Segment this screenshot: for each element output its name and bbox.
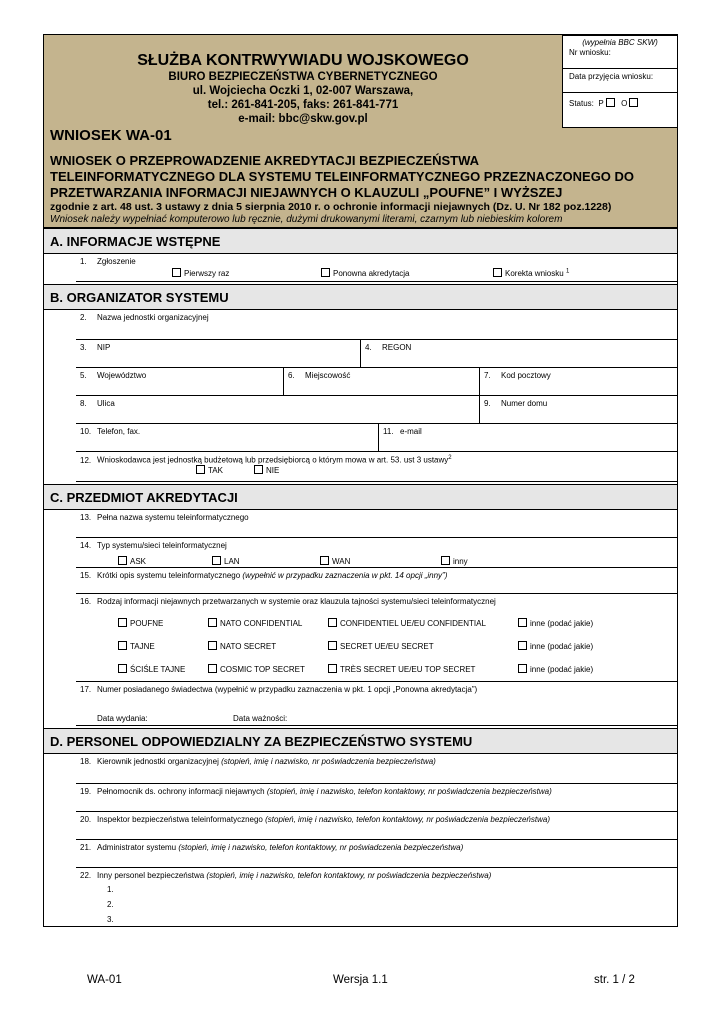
option-other-1[interactable]: inne (podać jakie) bbox=[518, 618, 593, 628]
option-other-3[interactable]: inne (podać jakie) bbox=[518, 664, 593, 674]
option-nato-confidential[interactable]: NATO CONFIDENTIAL bbox=[208, 618, 302, 628]
field-1-submission: 1. Zgłoszenie Pierwszy raz Ponowna akredytacja Korekta wniosku $^1$ bbox=[76, 254, 678, 282]
address: ul. Wojciecha Oczki 1, 02-007 Warszawa, bbox=[192, 85, 414, 97]
field-9-house-number[interactable]: 9. Numer domu bbox=[480, 396, 678, 424]
email: e-mail: bbc@skw.gov.pl bbox=[238, 113, 368, 125]
field-15-system-description[interactable]: 15. Krótki opis systemu teleinformatycznego (wypełnić w przypadku zaznaczenia w pkt. 14 opcji „inny”) bbox=[76, 568, 678, 594]
section-a-title: A. INFORMACJE WSTĘPNE bbox=[43, 228, 678, 254]
footer-page-number: str. 1 / 2 bbox=[594, 974, 635, 986]
field-6-city[interactable]: 6. Miejscowość bbox=[284, 368, 480, 396]
option-wan[interactable]: WAN bbox=[320, 556, 350, 566]
instructions: Wniosek należy wypełniać komputerowo lub ręcznie, dużymi drukowanymi literami, czarnym lub niebieskim kolorem bbox=[50, 214, 563, 225]
poufne-checkbox[interactable] bbox=[118, 618, 127, 627]
field-19-security-plenipotentiary[interactable]: 19. Pełnomocnik ds. ochrony informacji niejawnych (stopień, imię i nazwisko, telefon kontaktowy, nr poświadczenia bezpieczeństwa) bbox=[76, 784, 678, 812]
field-16-classification: 16. Rodzaj informacji niejawnych przetwarzanych w systemie oraz klauzula tajności systemu/sieci teleinformatycznej POUFNE NATO CONFIDENTIAL CONFIDENTIEL UE/EU CONFIDENTIAL inne (podać jakie) TAJNE NATO SECRET SECRET UE/EU SECRET inne (podać jakie) ŚCIŚLE TAJNE COSMIC TOP SECRET TRÈS SECRET UE/EU TOP SECRET inne (podać jakie) bbox=[76, 594, 678, 682]
wan-checkbox[interactable] bbox=[320, 556, 329, 565]
status-row bbox=[563, 98, 677, 108]
correction-checkbox[interactable] bbox=[493, 268, 502, 277]
org-name: SŁUŻBA KONTRWYWIADU WOJSKOWEGO bbox=[137, 52, 469, 69]
section-b-title: B. ORGANIZATOR SYSTEMU bbox=[43, 284, 678, 310]
no-checkbox[interactable] bbox=[254, 465, 263, 474]
status-label: Status: bbox=[569, 99, 594, 108]
option-ask[interactable]: ASK bbox=[118, 556, 146, 566]
validity-date-label: Data ważności: bbox=[233, 714, 288, 723]
re-accreditation-checkbox[interactable] bbox=[321, 268, 330, 277]
legal-basis: zgodnie z art. 48 ust. 3 ustawy z dnia 5 sierpnia 2010 r. o ochronie informacji niejawnych (Dz. U. Nr 182 poz.1228) bbox=[50, 201, 612, 213]
field-12-budget-unit: 12. Wnioskodawca jest jednostką budżetową lub przedsiębiorcą o którym mowa w art. 53. ust 3 ustawy$^2$ TAK NIE bbox=[76, 452, 678, 482]
phone: tel.: 261-841-205, faks: 261-841-771 bbox=[207, 99, 399, 111]
staff-item-2: 2. bbox=[107, 900, 114, 909]
eu-top-secret-checkbox[interactable] bbox=[328, 664, 337, 673]
office-use-box bbox=[562, 35, 678, 128]
bureau-name: BIURO BEZPIECZEŃSTWA CYBERNETYCZNEGO bbox=[168, 71, 438, 83]
field-2-unit-name[interactable]: 2. Nazwa jednostki organizacyjnej bbox=[76, 310, 678, 340]
field-22-other-security-staff[interactable]: 22. Inny personel bezpieczeństwa (stopień, imię i nazwisko, telefon kontaktowy, nr poświadczenia bezpieczeństwa) 1. 2. 3. bbox=[76, 868, 678, 927]
option-re-accreditation[interactable]: Ponowna akredytacja bbox=[321, 268, 410, 278]
status-o-checkbox[interactable] bbox=[629, 98, 638, 107]
nato-secret-checkbox[interactable] bbox=[208, 641, 217, 650]
application-code: WNIOSEK WA-01 bbox=[50, 127, 172, 144]
field-20-ict-security-inspector[interactable]: 20. Inspektor bezpieczeństwa teleinformatycznego (stopień, imię i nazwisko, telefon kontaktowy, nr poświadczenia bezpieczeństwa) bbox=[76, 812, 678, 840]
receipt-date-field[interactable]: Data przyjęcia wniosku: bbox=[569, 72, 654, 81]
option-first-time[interactable]: Pierwszy raz bbox=[172, 268, 229, 278]
staff-item-3: 3. bbox=[107, 915, 114, 924]
request-number-field[interactable]: Nr wniosku: bbox=[569, 48, 611, 57]
option-eu-secret[interactable]: SECRET UE/EU SECRET bbox=[328, 641, 434, 651]
form-title-line-1: WNIOSEK O PRZEPROWADZENIE AKREDYTACJI BEZPIECZEŃSTWA bbox=[50, 153, 480, 168]
cosmic-top-secret-checkbox[interactable] bbox=[208, 664, 217, 673]
lan-checkbox[interactable] bbox=[212, 556, 221, 565]
eu-secret-checkbox[interactable] bbox=[328, 641, 337, 650]
office-note: (wypełnia BBC SKW) bbox=[582, 38, 658, 47]
option-tajne[interactable]: TAJNE bbox=[118, 641, 155, 651]
section-d-title: D. PERSONEL ODPOWIEDZIALNY ZA BEZPIECZEŃSTWO SYSTEMU bbox=[43, 728, 678, 754]
field-17-certificate-number[interactable]: 17. Numer posiadanego świadectwa (wypełnić w przypadku zaznaczenia w pkt. 1 opcji „Ponowna akredytacja”) Data wydania: Data ważności: bbox=[76, 682, 678, 726]
field-11-email[interactable]: 11. e-mail bbox=[379, 424, 678, 452]
option-eu-confidential[interactable]: CONFIDENTIEL UE/EU CONFIDENTIAL bbox=[328, 618, 486, 628]
issue-date-label: Data wydania: bbox=[97, 714, 148, 723]
option-lan[interactable]: LAN bbox=[212, 556, 240, 566]
form-title-line-2: TELEINFORMATYCZNEGO DLA SYSTEMU TELEINFORMATYCZNEGO PRZEZNACZONEGO DO bbox=[50, 169, 635, 184]
field-18-unit-head[interactable]: 18. Kierownik jednostki organizacyjnej (stopień, imię i nazwisko, nr poświadczenia bezpieczeństwa) bbox=[76, 754, 678, 784]
field-13-system-name[interactable]: 13. Pełna nazwa systemu teleinformatycznego bbox=[76, 510, 678, 538]
option-scisle-tajne[interactable]: ŚCIŚLE TAJNE bbox=[118, 664, 185, 674]
nato-confidential-checkbox[interactable] bbox=[208, 618, 217, 627]
footer-form-code: WA-01 bbox=[87, 974, 122, 986]
option-yes[interactable]: TAK bbox=[196, 465, 223, 475]
other-1-checkbox[interactable] bbox=[518, 618, 527, 627]
status-o-label: O bbox=[621, 99, 628, 108]
field-3-nip[interactable]: 3. NIP bbox=[76, 340, 361, 368]
tajne-checkbox[interactable] bbox=[118, 641, 127, 650]
status-p-checkbox[interactable] bbox=[606, 98, 615, 107]
other-2-checkbox[interactable] bbox=[518, 641, 527, 650]
yes-checkbox[interactable] bbox=[196, 465, 205, 474]
option-eu-top-secret[interactable]: TRÈS SECRET UE/EU TOP SECRET bbox=[328, 664, 475, 674]
other-3-checkbox[interactable] bbox=[518, 664, 527, 673]
field-14-system-type: 14. Typ systemu/sieci teleinformatycznej ASK LAN WAN inny bbox=[76, 538, 678, 568]
field-10-phone-fax[interactable]: 10. Telefon, fax. bbox=[76, 424, 379, 452]
option-cosmic-top-secret[interactable]: COSMIC TOP SECRET bbox=[208, 664, 305, 674]
option-no[interactable]: NIE bbox=[254, 465, 279, 475]
eu-confidential-checkbox[interactable] bbox=[328, 618, 337, 627]
section-c-title: C. PRZEDMIOT AKREDYTACJI bbox=[43, 484, 678, 510]
ask-checkbox[interactable] bbox=[118, 556, 127, 565]
option-nato-secret[interactable]: NATO SECRET bbox=[208, 641, 276, 651]
option-other-type[interactable]: inny bbox=[441, 556, 468, 566]
option-poufne[interactable]: POUFNE bbox=[118, 618, 163, 628]
staff-item-1: 1. bbox=[107, 885, 114, 894]
footer-version: Wersja 1.1 bbox=[333, 974, 388, 986]
option-correction[interactable]: Korekta wniosku $^1$ bbox=[493, 268, 569, 278]
status-p-label: P bbox=[598, 99, 604, 108]
field-4-regon[interactable]: 4. REGON bbox=[361, 340, 678, 368]
field-7-postal-code[interactable]: 7. Kod pocztowy bbox=[480, 368, 678, 396]
option-other-2[interactable]: inne (podać jakie) bbox=[518, 641, 593, 651]
form-title-line-3: PRZETWARZANIA INFORMACJI NIEJAWNYCH O KLAUZULI „POUFNE” I WYŻSZEJ bbox=[50, 185, 563, 200]
scisle-tajne-checkbox[interactable] bbox=[118, 664, 127, 673]
other-type-checkbox[interactable] bbox=[441, 556, 450, 565]
field-8-street[interactable]: 8. Ulica bbox=[76, 396, 480, 424]
first-time-checkbox[interactable] bbox=[172, 268, 181, 277]
field-5-voivodeship[interactable]: 5. Województwo bbox=[76, 368, 284, 396]
field-21-system-administrator[interactable]: 21. Administrator systemu (stopień, imię i nazwisko, telefon kontaktowy, nr poświadczenia bezpieczeństwa) bbox=[76, 840, 678, 868]
